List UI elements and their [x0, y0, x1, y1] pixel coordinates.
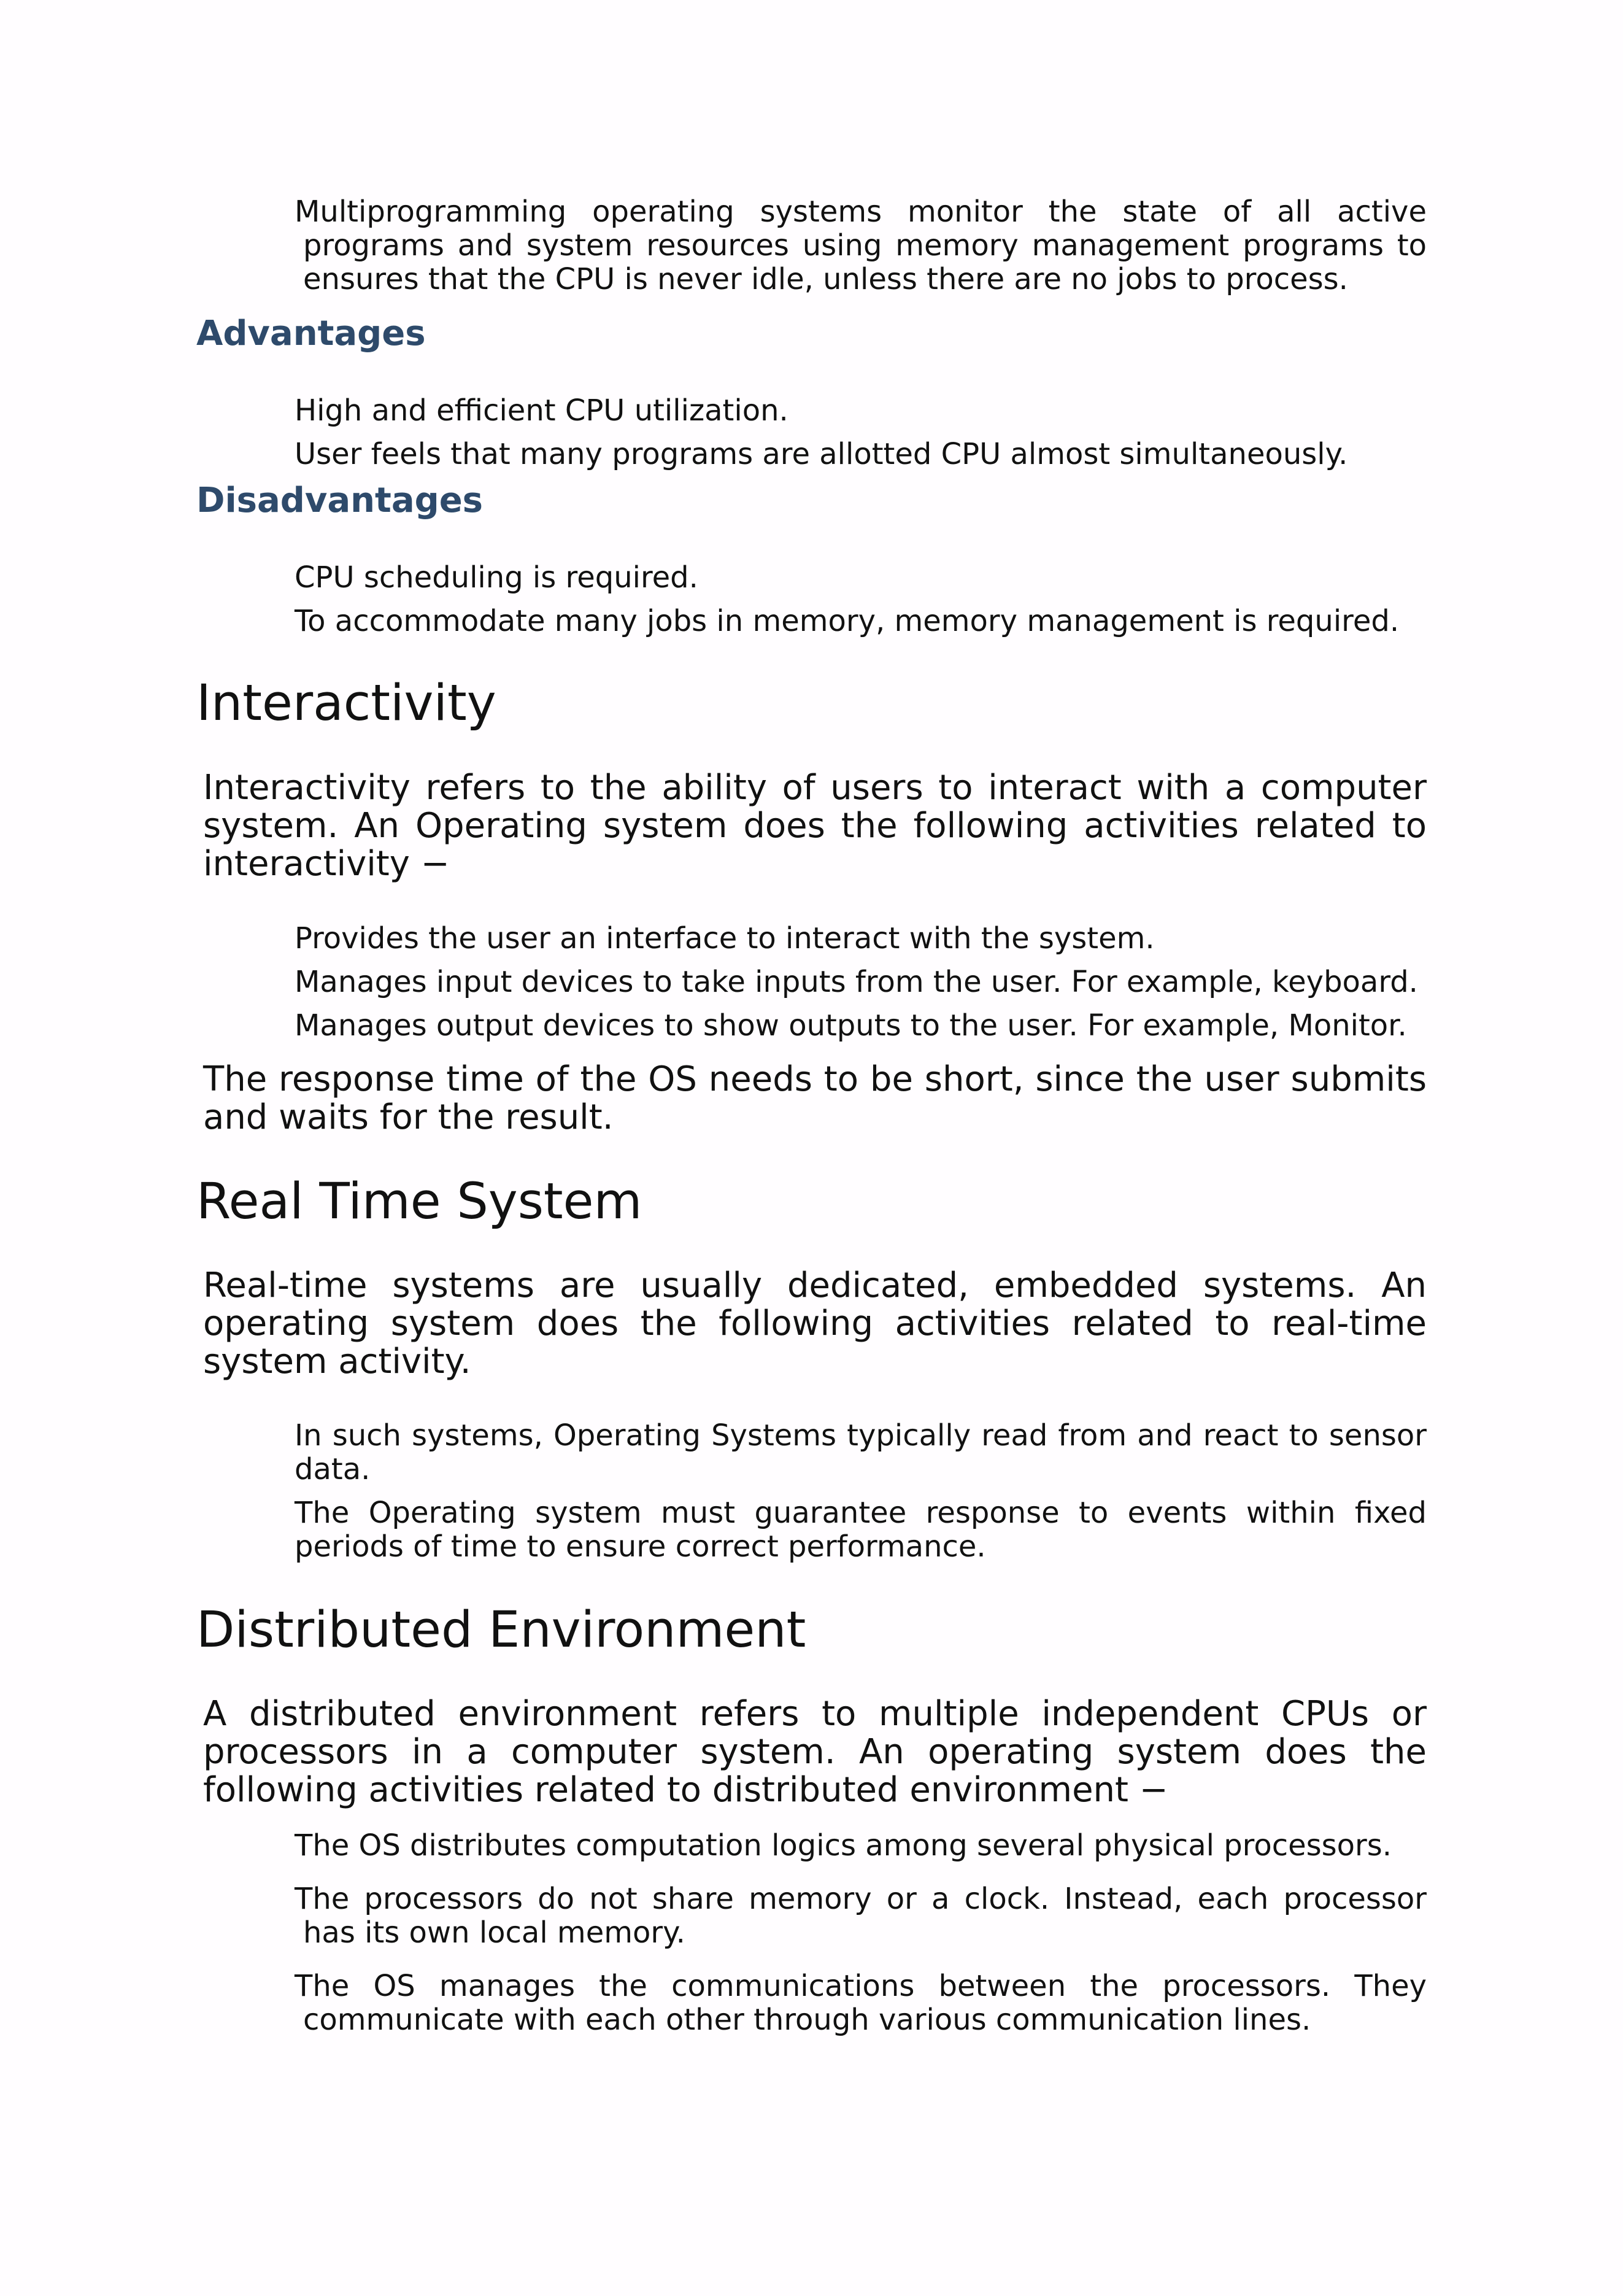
real-time-heading: Real Time System — [196, 1173, 642, 1231]
distributed-paragraph: A distributed environment refers to multiple independent CPUs or processors in a computer system. An operating system does the following activities related to distributed environment − — [203, 1694, 1427, 1810]
list-item: The OS distributes computation logics among several physical processors. — [295, 1828, 1392, 1863]
advantages-heading: Advantages — [196, 314, 426, 354]
list-item: Manages output devices to show outputs to the user. For example, Monitor. — [295, 1008, 1407, 1043]
list-item: CPU scheduling is required. — [295, 560, 698, 595]
disadvantages-list — [295, 561, 1427, 638]
interactivity-heading: Interactivity — [196, 674, 496, 732]
list-item: Manages input devices to take inputs from the user. For example, keyboard. — [295, 965, 1418, 999]
intro-list — [295, 195, 1427, 296]
disadvantages-heading: Disadvantages — [196, 481, 484, 520]
real-time-list — [295, 1419, 1427, 1564]
list-item: The Operating system must guarantee response to events within fixed periods of time to ensure correct performance. — [295, 1496, 1427, 1564]
advantages-list — [295, 394, 1427, 471]
distributed-heading: Distributed Environment — [196, 1601, 806, 1659]
list-item: The processors do not share memory or a clock. Instead, each processor has its own local memory. — [295, 1882, 1427, 1950]
list-item: High and efficient CPU utilization. — [295, 393, 788, 428]
list-item: To accommodate many jobs in memory, memory management is required. — [295, 604, 1400, 638]
interactivity-paragraph: Interactivity refers to the ability of users to interact with a computer system. An Operating system does the following activities related to interactivity − — [203, 768, 1427, 884]
list-item: Provides the user an interface to interact with the system. — [295, 921, 1155, 956]
list-item: The OS manages the communications between the processors. They communicate with each other through various communication lines. — [295, 1969, 1427, 2037]
interactivity-list — [295, 922, 1427, 1043]
list-item: In such systems, Operating Systems typically read from and react to sensor data. — [295, 1418, 1427, 1486]
real-time-paragraph: Real-time systems are usually dedicated, embedded systems. An operating system does the following activities related to real-time system activity. — [203, 1266, 1427, 1382]
interactivity-closing: The response time of the OS needs to be short, since the user submits and waits for the result. — [203, 1059, 1427, 1137]
distributed-list — [295, 1829, 1427, 2037]
list-item: Multiprogramming operating systems monitor the state of all active programs and system resources using memory management programs to ensures that the CPU is never idle, unless there are no jobs to process. — [295, 195, 1427, 296]
list-item: User feels that many programs are allotted CPU almost simultaneously. — [295, 437, 1348, 471]
